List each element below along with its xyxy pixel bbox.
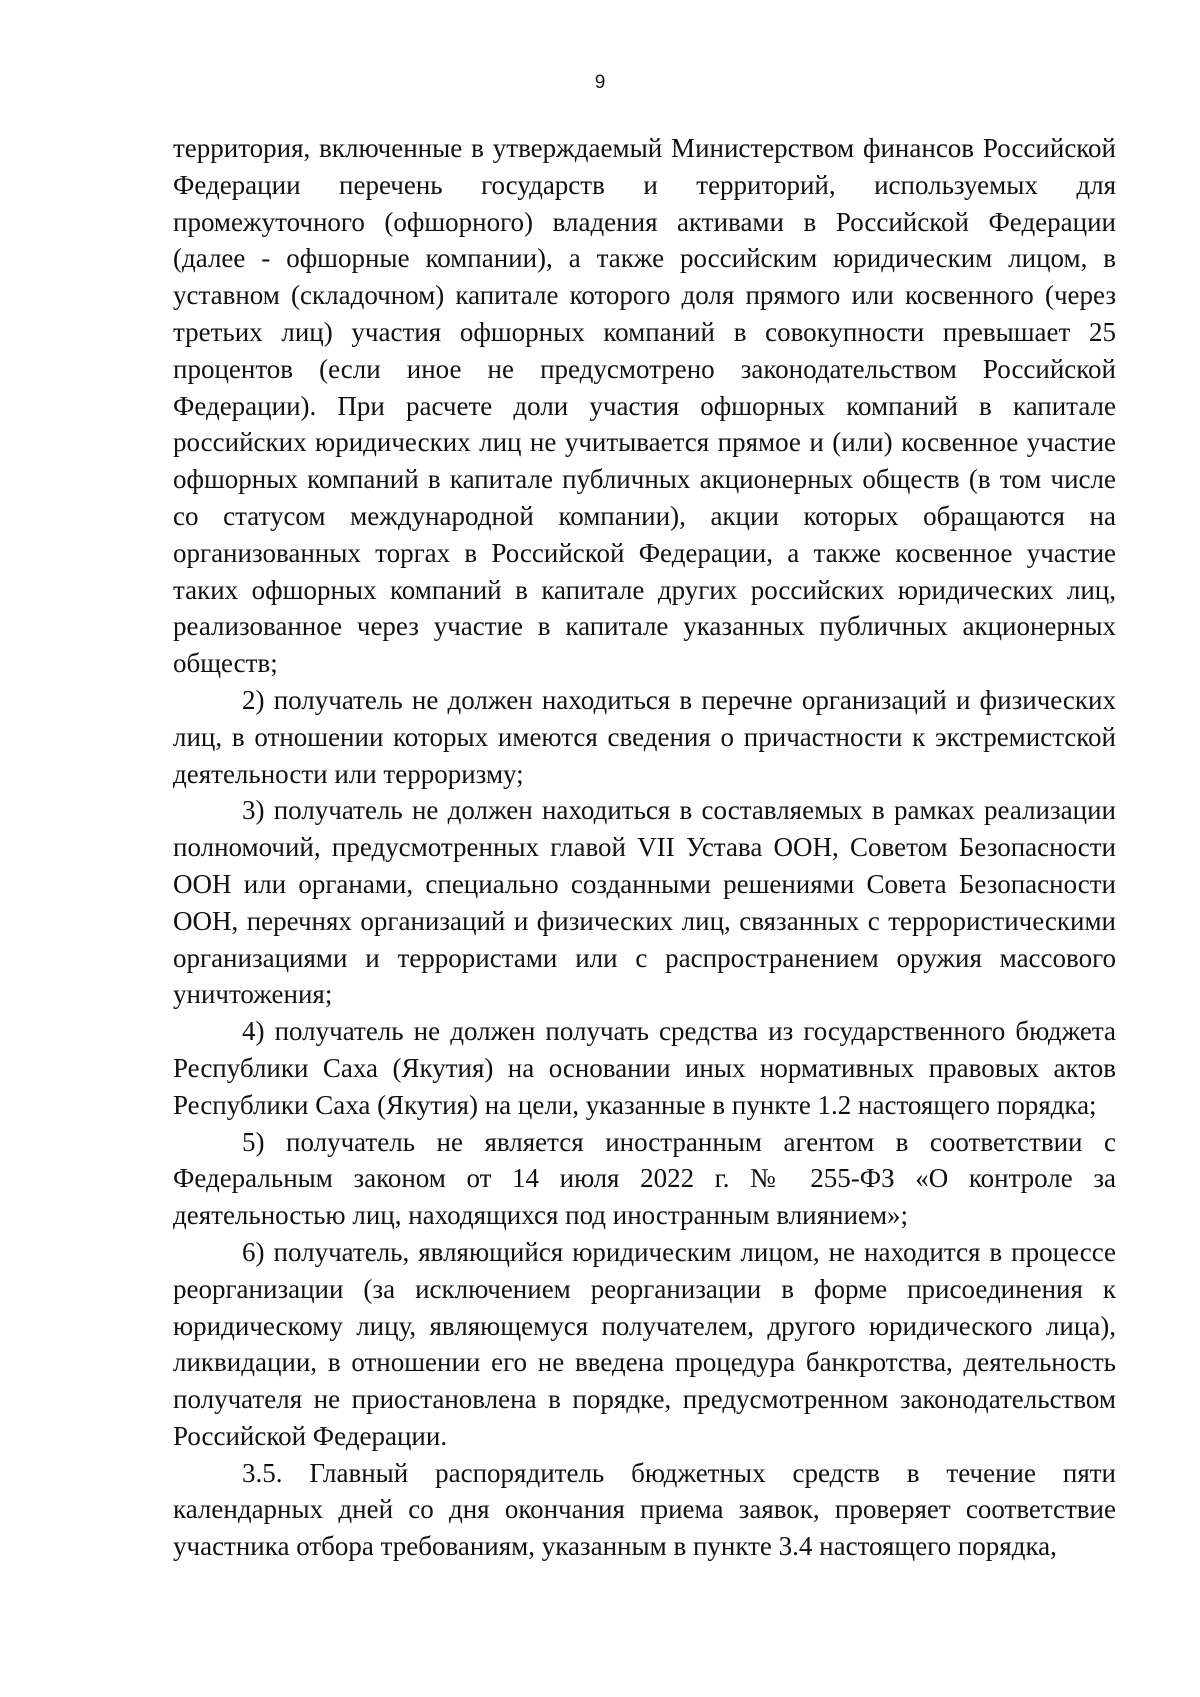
paragraph-offshore-continuation: территория, включенные в утверждаемый Министерством финансов Российской Федерации перечень государств и территорий, используемых для промежуточного (офшорного) владения активами в Российской Федерации (далее - офшорные компании), а также российским юридическим лицом, в уставном (складочном) капитале которого доля прямого или косвенного (через третьих лиц) участия офшорных компаний в совокупности превышает 25 процентов (если иное не предусмотрено законодательством Российской Федерации). При расчете доли участия офшорных компаний в капитале российских юридических лиц не учитывается прямое и (или) косвенное участие офшорных компаний в капитале публичных акционерных обществ (в том числе со статусом международной компании), акции которых обращаются на организованных торгах в Российской Федерации, а также косвенное участие таких офшорных компаний в капитале других российских юридических лиц, реализованное через участие в капитале указанных публичных акционерных обществ; [173, 133, 1116, 679]
document-body [173, 130, 1116, 1565]
paragraph-section-3-5: 3.5. Главный распорядитель бюджетных средств в течение пяти календарных дней со дня окончания приема заявок, проверяет соответствие участника отбора требованиям, указанным в пункте 3.4 настоящего порядка, [173, 1457, 1116, 1562]
paragraph-item-2: 2) получатель не должен находиться в перечне организаций и физических лиц, в отношении которых имеются сведения о причастности к экстремистской деятельности или терроризму; [173, 684, 1116, 789]
paragraph-item-3: 3) получатель не должен находиться в составляемых в рамках реализации полномочий, предусмотренных главой VII Устава ООН, Советом Безопасности ООН или органами, специально созданными решениями Совета Безопасности ООН, перечнях организаций и физических лиц, связанных с террористическими организациями и террористами или с распространением оружия массового уничтожения; [173, 795, 1116, 1010]
paragraph-item-6: 6) получатель, являющийся юридическим лицом, не находится в процессе реорганизации (за исключением реорганизации в форме присоединения к юридическому лицу, являющемуся получателем, другого юридического лица), ликвидации, в отношении его не введена процедура банкротства, деятельность получателя не приостановлена в порядке, предусмотренном законодательством Российской Федерации. [173, 1236, 1116, 1451]
paragraph-item-5: 5) получатель не является иностранным агентом в соответствии с Федеральным законом от 14 июля 2022 г. № 255-ФЗ «О контроле за деятельностью лиц, находящихся под иностранным влиянием»; [173, 1126, 1116, 1231]
page-number: 9 [594, 72, 606, 93]
paragraph-item-4: 4) получатель не должен получать средства из государственного бюджета Республики Саха (Якутия) на основании иных нормативных правовых актов Республики Саха (Якутия) на цели, указанные в пункте 1.2 настоящего порядка; [173, 1016, 1116, 1120]
